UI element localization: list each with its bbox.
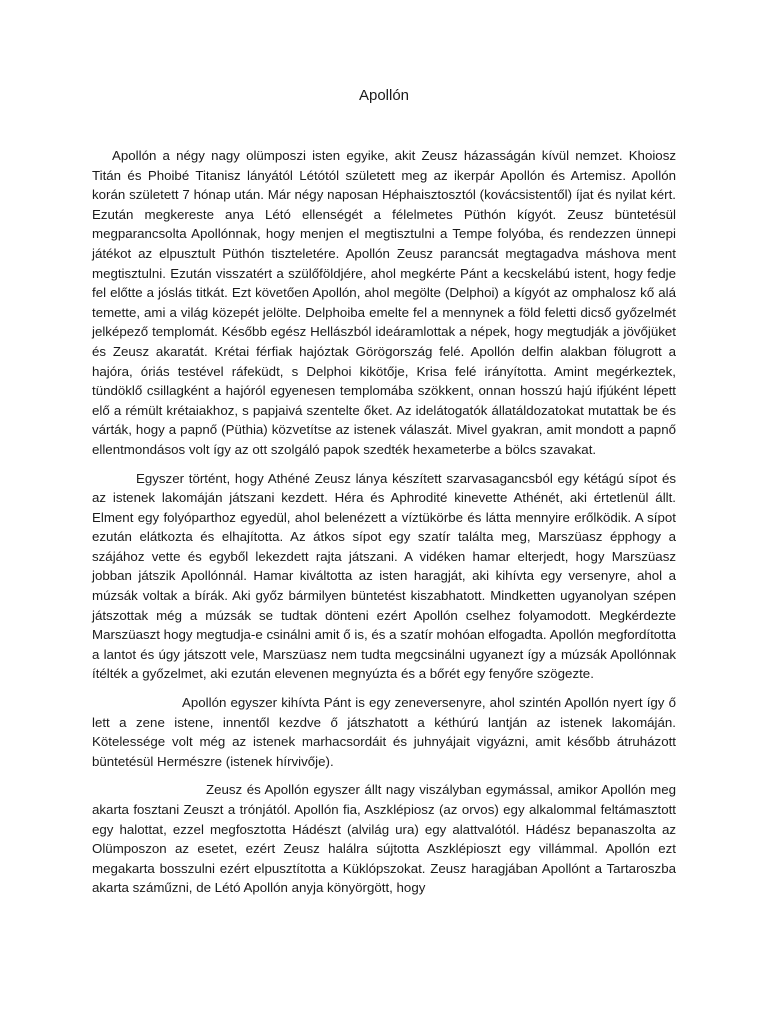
- paragraph-marsyas: Egyszer történt, hogy Athéné Zeusz lánya készített szarvasagancsból egy kétágú sípot és az istenek lakomáján játszani kezdett. Héra és Aphrodité kinevette Athénét, aki értetlenül állt. Elment egy folyóparthoz egyedül, ahol belenézett a víztükörbe és látta mennyire erőlködik. A sípot ezután elátkozta és elhajította. Az átkos sípot egy szatír találta meg, Marszüasz épphogy a szájához vette és egyből lekezdett rajta játszani. A vidéken hamar elterjedt, hogy Marszüasz jobban játszik Apollónnál. Hamar kiváltotta az isten haragját, aki kihívta egy versenyre, ahol a múzsák voltak a bírák. Aki győz bármilyen büntetést kiszabhatott. Mindketten ugyanolyan szépen játszottak még a múzsák se tudtak dönteni ezért Apollón cselhez folyamodott. Megkérdezte Marszüaszt hogy megtudja-e csinálni amit ő is, és a szatír mohóan elfogadta. Apollón megfordította a lantot és úgy játszott vele, Marszüasz nem tudta megcsinálni ugyanezt így a múzsák Apollónnak ítélték a győzelmet, aki ezután elevenen megnyúzta és a bőrét egy fenyőre szögezte.: [92, 470, 676, 682]
- paragraph-pan-contest: Apollón egyszer kihívta Pánt is egy zeneversenyre, ahol szintén Apollón nyert így ő lett a zene istene, innentől kezdve ő játszhatott a kéthúrú lantján az istenek lakomáján. Kötelessége volt még az istenek marhacsordáit és juhnyájait vigyázni, amit később átruházott büntetésül Hermészre (istenek hírvivője).: [92, 695, 676, 769]
- document-title: Apollón: [358, 87, 410, 104]
- paragraph-origin: Apollón a négy nagy olümposzi isten egyike, akit Zeusz házasságán kívül nemzet. Khoiosz Titán és Phoibé Titanisz lányától Létótól született meg az ikerpár Apollón és Artemisz. Apollón korán született 7 hónap után. Már négy naposan Héphaisztosztól (kovácsistentől) íjat és nyilat kért. Ezután megkereste anya Létó ellenségét a félelmetes Püthón kígyót. Zeusz büntetésül megparancsolta Apollónnak, hogy menjen el megtisztulni a Tempe folyóba, és rendezzen ünnepi játékot az elpusztult Püthón tiszteletére. Apollón Zeusz parancsát megtagadva máshova ment megtisztulni. Ezután visszatért a szülőföldjére, ahol megkérte Pánt a kecskelábú istent, hogy fedje fel előtte a jóslás titkát. Ezt követően Apollón, ahol megölte (Delphoi) a kígyót az omphalosz kő alá temette, ami a világ közepét jelölte. Delphoiba emelte fel a mennynek a föld feletti dicső győzelmét jelképező templomát. Később egész Hellászból ideáramlottak a népek, hogy megtudják a jövőjüket és Zeusz akaratát. Krétai férfiak hajóztak Görögország felé. Apollón delfin alakban fölugrott a hajóra, óriás testével ráfeküdt, s Delphoi kikötője, Krisa felé irányította. Amint megérkeztek, tündöklő csillagként a hajóról egyenesen templomába szökkent, onnan hosszú hajú ifjúként lépett elő a rémült krétaiakhoz, s papjaivá szentelte őket. Az idelátogatók állatáldozatokat mutattak be és várták, hogy a papnő (Püthia) közvetítse az istenek válaszát. Mivel gyakran, amit mondott a papnő ellentmondásos volt így az ott szolgáló papok szedték hexameterbe a bölcs szavakat.: [92, 148, 676, 457]
- document-body: [92, 146, 676, 907]
- paragraph-zeus-conflict: Zeusz és Apollón egyszer állt nagy viszályban egymással, amikor Apollón meg akarta fosztani Zeuszt a trónjától. Apollón fia, Aszklépiosz (az orvos) egy alkalommal feltámasztott egy halottat, ezzel megfosztotta Hádészt (alvilág ura) egy alattvalótól. Hádész bepanaszolta az Olümposzon az esetet, ezért Zeusz halálra sújtotta Aszklépioszt egy villámmal. Apollón ezt megakarta bosszulni ezért elpusztította a Küklópszokat. Zeusz haragjában Apollónt a Tartaroszba akarta száműzni, de Létó Apollón anyja könyörgött, hogy: [92, 782, 676, 896]
